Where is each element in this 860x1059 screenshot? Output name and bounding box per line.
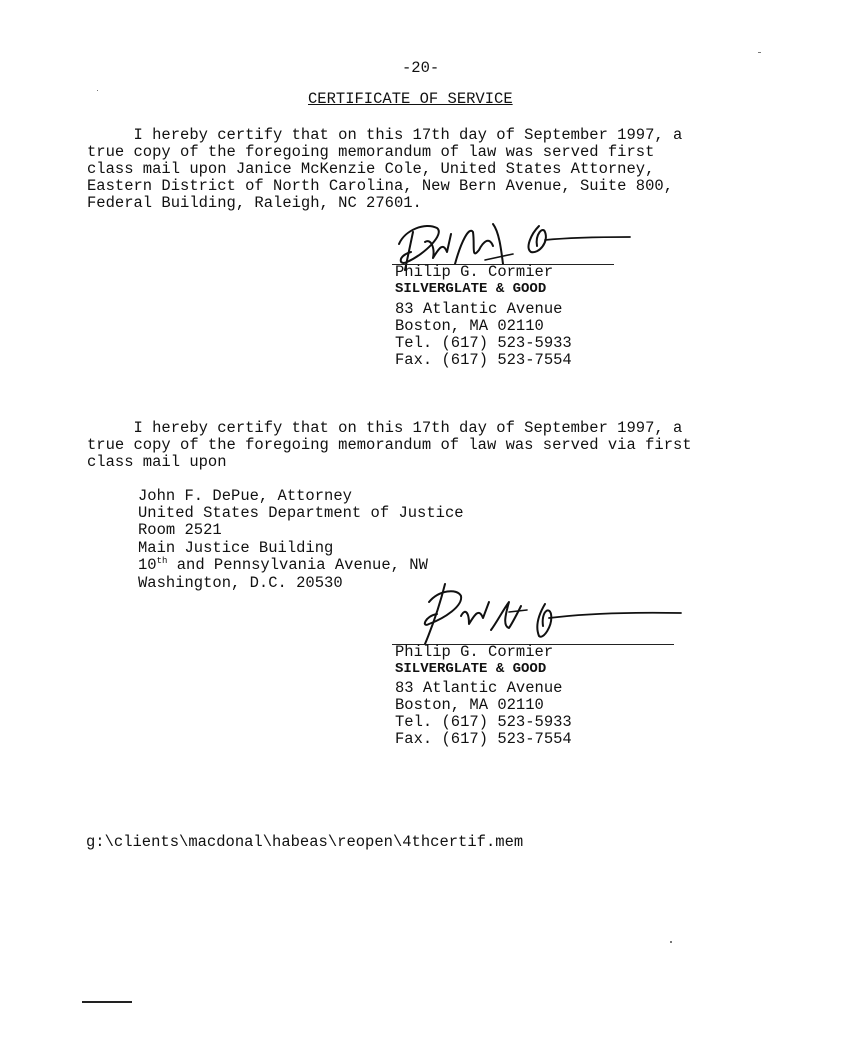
- fax-block-2: Fax. (617) 523-7554: [395, 730, 572, 748]
- firm-name-2: SILVERGLATE & GOOD: [395, 661, 547, 677]
- certificate-1-line-4: Eastern District of North Carolina, New Bern Avenue, Suite 800,: [87, 177, 673, 195]
- signature-2: [385, 582, 685, 652]
- certificate-2-line-1: I hereby certify that on this 17th day of September 1997, a: [87, 419, 683, 437]
- recipient-line-1: John F. DePue, Attorney: [138, 487, 352, 505]
- address-line-2-block-2: Boston, MA 02110: [395, 696, 544, 714]
- ordinal-suffix: th: [156, 556, 168, 566]
- certificate-1-line-2: true copy of the foregoing memorandum of law was served first: [87, 143, 655, 161]
- certificate-2-line-2: true copy of the foregoing memorandum of law was served via first: [87, 436, 692, 454]
- certificate-1-line-3: class mail upon Janice McKenzie Cole, United States Attorney,: [87, 160, 655, 178]
- scan-speck: [758, 52, 761, 53]
- fax-block-1: Fax. (617) 523-7554: [395, 351, 572, 369]
- scan-dash: [82, 1001, 132, 1003]
- address-line-1-block-1: 83 Atlantic Avenue: [395, 300, 563, 318]
- recipient-line-3: Room 2521: [138, 521, 222, 539]
- certificate-1-line-5: Federal Building, Raleigh, NC 27601.: [87, 194, 422, 212]
- tel-block-1: Tel. (617) 523-5933: [395, 334, 572, 352]
- certificate-2-line-3: class mail upon: [87, 453, 227, 471]
- recipient-line-2: United States Department of Justice: [138, 504, 464, 522]
- recipient-line-4: Main Justice Building: [138, 539, 334, 557]
- scan-speck: [97, 90, 98, 91]
- address-line-1-block-2: 83 Atlantic Avenue: [395, 679, 563, 697]
- page-title: CERTIFICATE OF SERVICE: [308, 90, 513, 108]
- firm-name-1: SILVERGLATE & GOOD: [395, 281, 547, 297]
- address-line-2-block-1: Boston, MA 02110: [395, 317, 544, 335]
- street-name: and Pennsylvania Avenue, NW: [167, 556, 428, 574]
- page-number: -20-: [402, 59, 440, 77]
- file-path: g:\clients\macdonal\habeas\reopen\4thcertif.mem: [86, 833, 524, 851]
- signer-name-2: Philip G. Cormier: [395, 643, 554, 661]
- certificate-1-line-1: I hereby certify that on this 17th day of September 1997, a: [87, 126, 683, 144]
- street-number: 10: [138, 556, 157, 574]
- tel-block-2: Tel. (617) 523-5933: [395, 713, 572, 731]
- signer-name-1: Philip G. Cormier: [395, 263, 554, 281]
- recipient-line-5: [138, 557, 428, 574]
- recipient-line-6: Washington, D.C. 20530: [138, 574, 343, 592]
- scan-speck: [670, 941, 672, 943]
